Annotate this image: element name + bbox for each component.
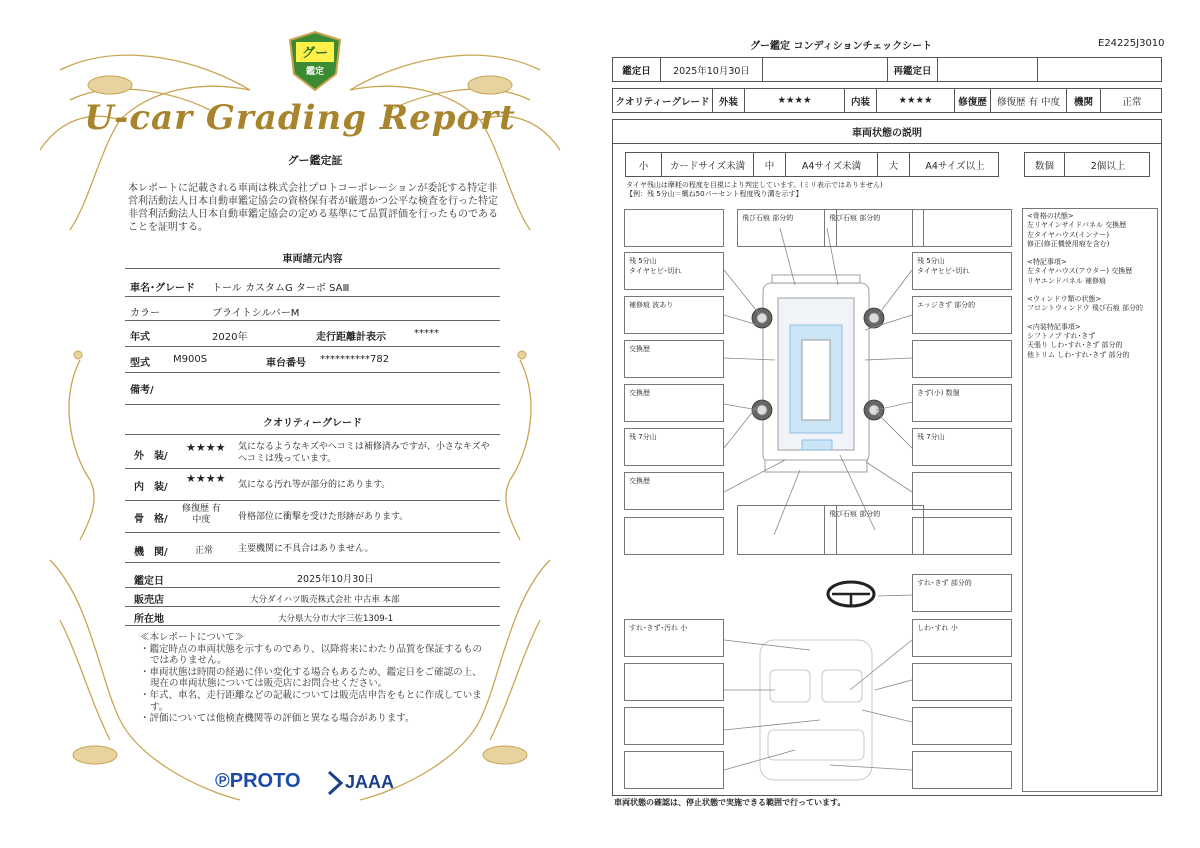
damage-box-1 bbox=[624, 209, 724, 247]
steering-box: すれ･きず 部分的 bbox=[912, 574, 1012, 612]
chassis-label: 車台番号 bbox=[266, 358, 306, 369]
interior-box-7 bbox=[624, 751, 724, 789]
interior-box-6 bbox=[912, 707, 1012, 745]
notice-item: ・車両状態は時間の経過に伴い変化する場合もあるため、鑑定日をご確認の上、現在の車両状態については販売店にお問合せください。 bbox=[140, 666, 482, 690]
exterior-description: 気になるようなキズやヘコミは補修済みですが、小さなキズやヘコミは残っています。 bbox=[238, 442, 490, 464]
window-notes: <ウィンドウ類の状態> フロントウィンドウ 飛び石痕 部分的 bbox=[1027, 295, 1144, 313]
engine-description: 主要機関に不具合はありません。 bbox=[238, 544, 374, 554]
damage-box-18 bbox=[737, 505, 837, 555]
certificate-title: グー鑑定証 bbox=[287, 154, 343, 167]
damage-box-9: 交換歴 bbox=[624, 340, 724, 378]
notice-item: ・年式、車名、走行距離などの記載については販売店申告をもとに作成しています。 bbox=[140, 689, 482, 713]
appraisal-date-value: 2025年10月30日 bbox=[661, 58, 763, 81]
count-value: 2個以上 bbox=[1090, 160, 1126, 172]
divider bbox=[125, 320, 500, 321]
size-small-key: 小 bbox=[626, 153, 662, 176]
front-right-tire: 残 5分山 タイヤヒビ･切れ bbox=[912, 252, 1012, 290]
address-label: 所在地 bbox=[134, 614, 164, 625]
logos bbox=[215, 768, 415, 800]
sheet-title: グー鑑定 コンディションチェックシート bbox=[750, 41, 933, 52]
sheet-id: E24225J3010 bbox=[1098, 38, 1165, 49]
interior-label: 内装 bbox=[845, 89, 877, 112]
repair-history-value: 修復歴 有 中度 bbox=[991, 89, 1067, 112]
divider bbox=[125, 587, 500, 588]
exterior-label: 外装 bbox=[713, 89, 745, 112]
rear-right-tire: 残 7分山 bbox=[912, 428, 1012, 466]
spec-heading: 車両諸元内容 bbox=[282, 254, 343, 265]
damage-box-4 bbox=[912, 209, 1012, 247]
vehicle-name-label: 車名･グレード bbox=[130, 283, 195, 294]
interior-stars: ★★★★ bbox=[186, 472, 226, 485]
dealer-label: 販売店 bbox=[134, 595, 164, 606]
damage-box-2: 飛び石痕 部分的 bbox=[737, 209, 837, 247]
engine-value: 正常 bbox=[1122, 96, 1142, 108]
exterior-stars: ★★★★ bbox=[745, 89, 845, 112]
repair-history-label: 修復歴 bbox=[955, 89, 991, 112]
date-row bbox=[612, 57, 1162, 82]
mileage-label: 走行距離計表示 bbox=[316, 332, 386, 343]
interior-box-4 bbox=[912, 663, 1012, 701]
svg-text:グー: グー bbox=[301, 46, 329, 61]
divider bbox=[125, 372, 500, 373]
size-small-value: カードサイズ未満 bbox=[662, 153, 754, 176]
dealer-value: 大分ダイハツ販売株式会社 中古車 本部 bbox=[250, 595, 400, 605]
interior-label: 内 装/ bbox=[134, 482, 168, 493]
color-label: カラー bbox=[130, 308, 160, 319]
interior-description: 気になる汚れ等が部分的にあります。 bbox=[238, 480, 391, 490]
svg-text:鑑定: 鑑定 bbox=[305, 67, 325, 77]
divider bbox=[125, 434, 500, 435]
year-value: 2020年 bbox=[212, 332, 248, 343]
notice-title: ≪本レポートについて≫ bbox=[140, 632, 245, 643]
blank-cell bbox=[763, 58, 888, 81]
year-label: 年式 bbox=[130, 332, 150, 343]
proto-logo: ℗PROTO bbox=[215, 770, 301, 792]
size-large-value: A4サイズ以上 bbox=[925, 160, 985, 172]
tire-example: 【例：残 5分山＝概ね50パーセント程度残り溝を示す】 bbox=[626, 190, 803, 198]
reappraisal-date-label: 再鑑定日 bbox=[888, 58, 938, 81]
divider bbox=[125, 404, 500, 405]
engine-label: 機関 bbox=[1067, 89, 1101, 112]
color-value: ブライトシルバーM bbox=[212, 308, 300, 319]
damage-box-11: 交換歴 bbox=[624, 384, 724, 422]
exterior-stars: ★★★★ bbox=[186, 441, 226, 454]
divider bbox=[125, 625, 500, 626]
footer-note: 車両状態の確認は、停止状態で実施できる範囲で行っています。 bbox=[614, 798, 846, 807]
rear-left-tire: 残 7分山 bbox=[624, 428, 724, 466]
chassis-value: **********782 bbox=[320, 354, 390, 365]
proto-mark-icon: ℗ bbox=[215, 770, 230, 792]
size-legend bbox=[625, 152, 999, 177]
condition-notes bbox=[1022, 208, 1158, 792]
divider bbox=[125, 468, 500, 469]
count-legend bbox=[1024, 152, 1150, 177]
blank-cell bbox=[1038, 58, 1163, 81]
mileage-value: ***** bbox=[414, 328, 439, 339]
vehicle-name-value: トール カスタムG ターボ SAⅢ bbox=[212, 283, 350, 294]
interior-notes: <内装特記事項> シフトノブ すれ･きず 天張り しわ･すれ･きず 部分的 他トリム しわ･すれ･きず 部分的 bbox=[1027, 322, 1130, 359]
size-medium-value: A4サイズ未満 bbox=[786, 153, 878, 176]
jaaa-logo: JAAA bbox=[345, 772, 395, 792]
grade-row bbox=[612, 88, 1162, 113]
divider bbox=[125, 500, 500, 501]
count-key: 数個 bbox=[1025, 153, 1065, 176]
report-notice bbox=[140, 632, 490, 725]
damage-box-3: 飛び石痕 部分的 bbox=[824, 209, 924, 247]
divider bbox=[125, 532, 500, 533]
interior-box-2: しわ･すれ 小 bbox=[912, 619, 1012, 657]
exterior-label: 外 装/ bbox=[134, 451, 168, 462]
notice-item: ・鑑定時点の車両状態を示すものであり、以降将来にわたり品質を保証するものではありません。 bbox=[140, 643, 483, 667]
divider bbox=[125, 268, 500, 269]
frame-condition-notes: <骨格の状態> 左リヤインサイドパネル 交換歴 左タイヤハウス(インナー) 修正(修正機使用痕を含む) bbox=[1027, 212, 1127, 248]
engine-value: 正常 bbox=[195, 546, 214, 556]
report-title: U-car Grading Report bbox=[84, 98, 516, 138]
interior-box-5 bbox=[624, 707, 724, 745]
interior-stars: ★★★★ bbox=[877, 89, 955, 112]
tire-note: タイヤ残山は摩耗の程度を目視により判定しています。(ミリ表示ではありません) bbox=[626, 181, 883, 189]
remarks-label: 備考/ bbox=[130, 385, 154, 396]
damage-box-8: エッジきず 部分的 bbox=[912, 296, 1012, 334]
goo-kantei-emblem bbox=[286, 30, 344, 92]
jaaa-mark-icon bbox=[327, 770, 343, 796]
appraisal-date-value: 2025年10月30日 bbox=[297, 574, 374, 585]
frame-label: 骨 格/ bbox=[134, 514, 168, 525]
address-value: 大分県大分市大字三佐1309-1 bbox=[278, 614, 394, 624]
condition-check-sheet bbox=[600, 0, 1200, 848]
damage-box-12: きず(小) 数個 bbox=[912, 384, 1012, 422]
size-medium-key: 中 bbox=[754, 153, 786, 176]
reappraisal-date-value bbox=[938, 58, 1038, 81]
interior-box-8 bbox=[912, 751, 1012, 789]
damage-box-16 bbox=[912, 472, 1012, 510]
damage-box-19: 飛び石痕 部分的 bbox=[824, 505, 924, 555]
quality-grade-label: クオリティーグレード bbox=[613, 89, 713, 112]
certificate-statement: 本レポートに記載される車両は株式会社プロトコーポレーションが委託する特定非営利活動法人日本自動車鑑定協会の資格保有者が厳選かつ公平な検査を行った特定非営利活動法人日本自動車鑑定協会の定める基準にて品質評価を行ったものであることを証明する。 bbox=[128, 183, 498, 233]
front-left-tire: 残 5分山 タイヤヒビ･切れ bbox=[624, 252, 724, 290]
frame-value: 修復歴 有 中度 bbox=[182, 504, 221, 525]
frame-description: 骨格部位に衝撃を受けた形跡があります。 bbox=[238, 512, 409, 522]
section-title: 車両状態の説明 bbox=[612, 119, 1162, 144]
damage-box-20 bbox=[912, 517, 1012, 555]
model-value: M900S bbox=[173, 354, 208, 365]
size-large-key: 大 bbox=[878, 153, 910, 176]
appraisal-date-label: 鑑定日 bbox=[613, 58, 661, 81]
divider bbox=[125, 606, 500, 607]
divider bbox=[125, 346, 500, 347]
quality-heading: クオリティーグレード bbox=[263, 418, 362, 429]
divider bbox=[125, 296, 500, 297]
interior-box-3 bbox=[624, 663, 724, 701]
special-notes: <特記事項> 左タイヤハウス(アウター) 交換歴 リヤエンドパネル 補修痕 bbox=[1027, 258, 1133, 285]
damage-box-7: 補修痕 波あり bbox=[624, 296, 724, 334]
divider bbox=[125, 562, 500, 563]
damage-box-15: 交換歴 bbox=[624, 472, 724, 510]
appraisal-date-label: 鑑定日 bbox=[134, 576, 164, 587]
model-label: 型式 bbox=[130, 358, 150, 369]
damage-box-17 bbox=[624, 517, 724, 555]
notice-item: ・評価については他検査機関等の評価と異なる場合があります。 bbox=[140, 713, 415, 725]
damage-box-10 bbox=[912, 340, 1012, 378]
interior-box-1: すれ･きず･汚れ 小 bbox=[624, 619, 724, 657]
engine-label: 機 関/ bbox=[134, 547, 168, 558]
